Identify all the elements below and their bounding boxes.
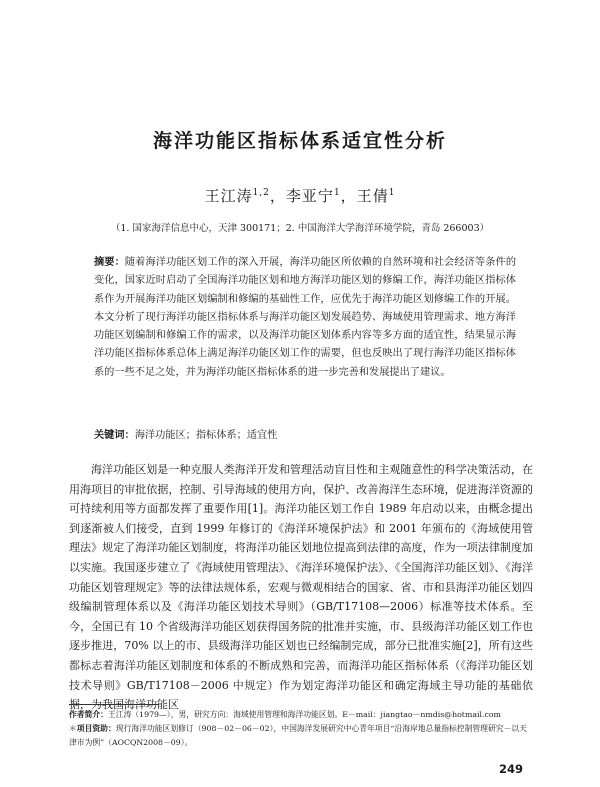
author-affil-sup: 1	[333, 188, 341, 198]
keywords-text: 海洋功能区；指标体系；适宜性	[134, 430, 278, 441]
footnote-author-label: 作者简介：	[69, 710, 108, 719]
abstract-label: 摘要：	[94, 257, 125, 268]
author-name: 王倩	[356, 187, 389, 205]
paper-title: 海洋功能区指标体系适宜性分析	[152, 130, 447, 152]
abstract	[94, 254, 516, 382]
footnote-rule	[69, 704, 159, 705]
page-number: 249	[499, 762, 524, 776]
footnote-fund-text: 现行海洋功能区划修订（908－02－06－02），中国海洋发展研究中心青年项目“沿海岸地总量指标控制管理研究－以天津市为例”（AOCQN2008－09）。	[69, 724, 527, 747]
affiliation: （1. 国家海洋信息中心，天津 300171；2. 中国海洋大学海洋环境学院，青岛 266003）	[110, 223, 490, 234]
footnote-fund	[69, 722, 533, 750]
author-name: 王江涛	[204, 187, 253, 205]
author-separator: ，	[340, 187, 357, 205]
keywords	[94, 426, 277, 441]
body-text	[69, 460, 533, 715]
footnote-block	[69, 704, 533, 750]
abstract-text: 随着海洋功能区划工作的深入开展，海洋功能区所依赖的自然环境和社会经济等条件的变化，国家近时启动了全国海洋功能区划和地方海洋功能区划的修编工作，海洋功能区指标体系作为开展海洋功能区划编制和修编的基础性工作，应优先于海洋功能区划修编工作的开展。本文分析了现行海洋功能区指标体系与海洋功能区划发展趋势、海域使用管理需求、地方海洋功能区划编制和修编工作的需求，以及海洋功能区划体系内容等多方面的适宜性，结果显示海洋功能区指标体系总体上满足海洋功能区划工作的需要，但也反映出了现行海洋功能区指标体系的一些不足之处，并为海洋功能区指标体系的进一步完善和发展提出了建议。	[94, 257, 517, 378]
footnote-fund-marker: ＊	[69, 724, 77, 733]
author-line	[0, 185, 600, 206]
footnote-fund-label: 项目资助：	[76, 724, 116, 733]
footnote-author-text: 王江涛（1979—），男，研究方向：海域使用管理和海洋功能区划。E－mail：jiangtao－nmdis@hotmail.com	[107, 710, 501, 719]
footnote-author	[69, 708, 533, 722]
keywords-label: 关键词：	[94, 430, 135, 441]
author-affil-sup: 1	[388, 188, 396, 198]
author-name: 李亚宁	[285, 187, 334, 205]
author-affil-sup: 1,2	[252, 188, 270, 198]
body-paragraph: 海洋功能区划是一种克服人类海洋开发和管理活动盲目性和主观随意性的科学决策活动，在用海项目的审批依据，控制、引导海域的使用方向，保护、改善海洋生态环境，促进海洋资源的可持续利用等方面都发挥了重要作用[1]。海洋功能区划工作自 1989 年启动以来，由概念提出到逐渐被人们接受，直到 1999 年修订的《海洋环境保护法》和 2001 年颁布的《海域使用管理法》规定了海洋功能区划制度，将海洋功能区划地位提高到法律的高度，作为一项法律制度加以实施。我国逐步建立了《海域使用管理法》、《海洋环境保护法》、《全国海洋功能区划》、《海洋功能区划管理规定》等的法律法规体系，宏观与微观相结合的国家、省、市和县海洋功能区划四级编制管理体系以及《海洋功能区划技术导则》（GB/T17108—2006）标准等技术体系。至今，全国已有 10 个省级海洋功能区划获得国务院的批准并实施，市、县级海洋功能区划工作也逐步推进，70% 以上的市、县级海洋功能区划也已经编制完成，部分已批准实施[2]，所有这些都标志着海洋功能区划制度和体系的不断成熟和完善，而海洋功能区指标体系（《海洋功能区划技术导则》GB/T17108－2006 中规定）作为划定海洋功能区和确定海域主导功能的基础依据，为我国海洋功能区	[69, 463, 533, 712]
author-separator: ，	[269, 187, 286, 205]
